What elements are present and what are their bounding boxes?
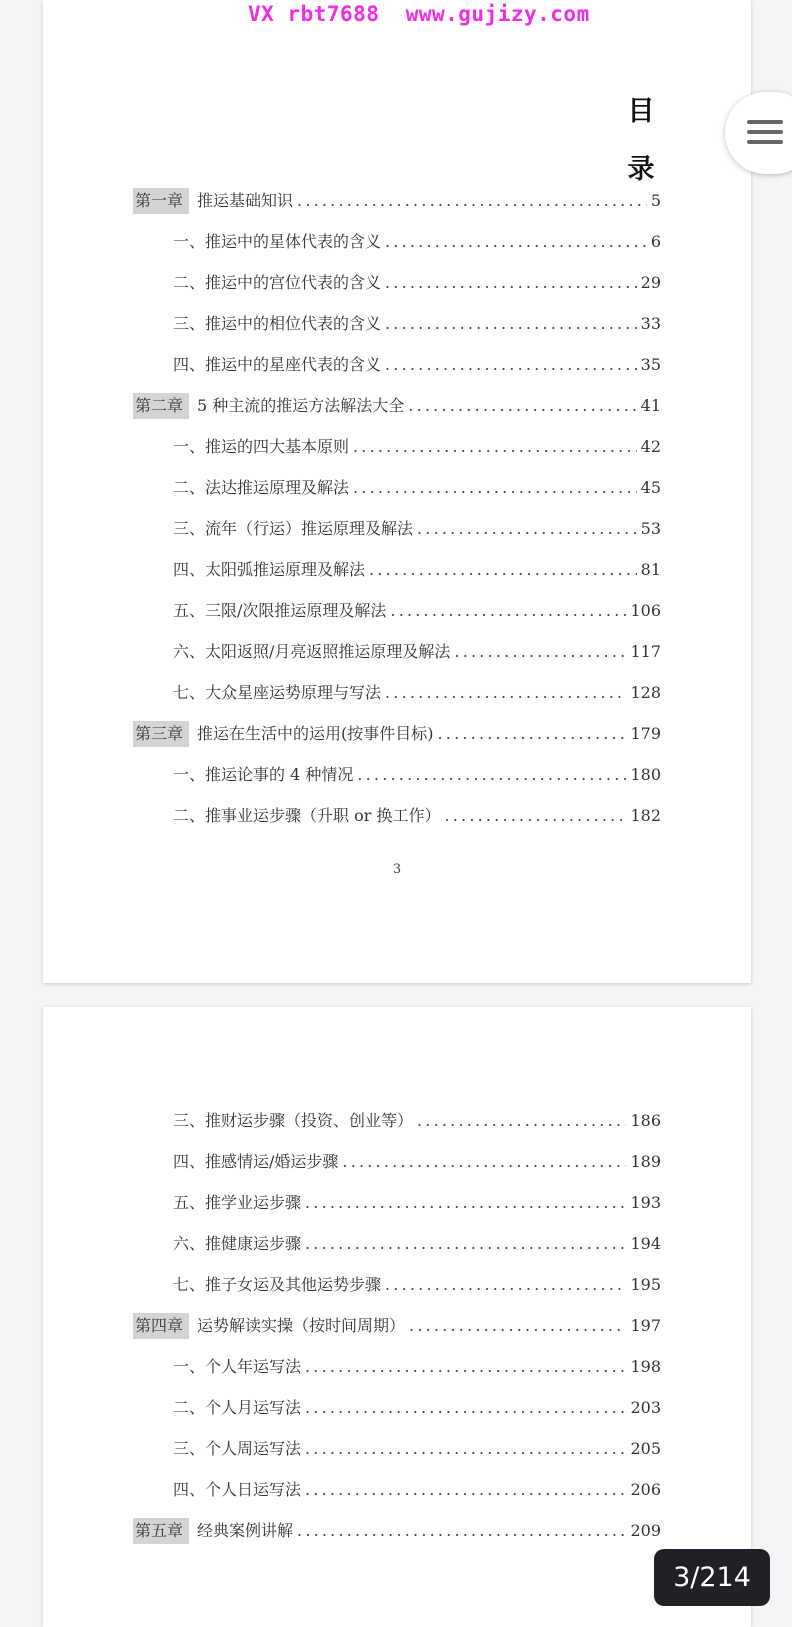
toc-entry-text: 七、推子女运及其他运势步骤 — [173, 1275, 382, 1294]
toc-entry-section[interactable] — [173, 352, 661, 378]
toc-page-number: 197 — [630, 1316, 661, 1335]
toc-entry-chapter[interactable] — [133, 1518, 661, 1544]
toc-entry-text: 经典案例讲解 — [197, 1521, 294, 1540]
toc-entry-text: 一、推运中的星体代表的含义 — [173, 232, 382, 251]
dot-leader — [438, 721, 627, 747]
toc-page-number: 179 — [630, 724, 661, 743]
toc-entry-text: 四、推运中的星座代表的含义 — [173, 355, 382, 374]
toc-page-number: 41 — [640, 396, 661, 415]
page-counter: 3/214 — [654, 1549, 770, 1606]
toc-page-number: 35 — [640, 355, 661, 374]
toc-entry-section[interactable] — [173, 270, 661, 296]
toc-entry-text: 三、个人周运写法 — [173, 1439, 302, 1458]
toc-page-number: 81 — [640, 560, 661, 579]
toc-entry-text: 二、推事业运步骤（升职 or 换工作） — [173, 806, 441, 825]
toc-entry-chapter[interactable] — [133, 393, 661, 419]
dot-leader — [385, 352, 637, 378]
toc-entry-text: 三、推运中的相位代表的含义 — [173, 314, 382, 333]
toc-entry-chapter[interactable] — [133, 721, 661, 747]
toc-page-number: 45 — [640, 478, 661, 497]
toc-entry-text: 六、推健康运步骤 — [173, 1234, 302, 1253]
toc-page-number: 194 — [630, 1234, 661, 1253]
toc-entry-section[interactable] — [173, 803, 661, 829]
toc-entry-text: 二、推运中的宫位代表的含义 — [173, 273, 382, 292]
toc-entry-section[interactable] — [173, 1272, 661, 1298]
toc-page-number: 198 — [630, 1357, 661, 1376]
toc-page-number: 193 — [630, 1193, 661, 1212]
dot-leader — [385, 1272, 626, 1298]
dot-leader — [297, 188, 647, 214]
chapter-label: 第三章 — [133, 721, 189, 747]
hamburger-menu-icon — [747, 118, 783, 148]
toc-page-number: 29 — [640, 273, 661, 292]
toc-page-number: 189 — [630, 1152, 661, 1171]
toc-entry-text: 五、推学业运步骤 — [173, 1193, 302, 1212]
toc-entry-text: 四、太阳弧推运原理及解法 — [173, 560, 366, 579]
toc-page-number: 106 — [630, 601, 661, 620]
toc-entry-section[interactable] — [173, 598, 661, 624]
toc-entry-section[interactable] — [173, 434, 661, 460]
toc-entry-text: 推运基础知识 — [197, 191, 294, 210]
dot-leader — [353, 434, 637, 460]
toc-entry-text: 一、推运的四大基本原则 — [173, 437, 350, 456]
toc-page-number: 5 — [650, 191, 661, 210]
toc-entry-section[interactable] — [173, 229, 661, 255]
toc-entry-section[interactable] — [173, 1231, 661, 1257]
chapter-label: 第五章 — [133, 1518, 189, 1544]
toc-entry-section[interactable] — [173, 1149, 661, 1175]
toc-entry-text: 5 种主流的推运方法解法大全 — [197, 396, 405, 415]
toc-page-number: 206 — [630, 1480, 661, 1499]
toc-entry-section[interactable] — [173, 516, 661, 542]
toc-page-number: 33 — [640, 314, 661, 333]
dot-leader — [353, 475, 637, 501]
toc-entry-section[interactable] — [173, 311, 661, 337]
toc-entry-section[interactable] — [173, 1395, 661, 1421]
dot-leader — [305, 1231, 626, 1257]
dot-leader — [385, 229, 647, 255]
toc-entry-section[interactable] — [173, 1190, 661, 1216]
dot-leader — [305, 1190, 626, 1216]
dot-leader — [385, 680, 626, 706]
toc-entry-section[interactable] — [173, 639, 661, 665]
toc-title — [621, 83, 661, 199]
page-footer-number: 3 — [392, 862, 402, 877]
toc-page-number: 182 — [630, 806, 661, 825]
document-page-3 — [43, 0, 751, 983]
toc-entry-chapter[interactable] — [133, 188, 661, 214]
dot-leader — [385, 311, 637, 337]
toc-entry-text: 七、大众星座运势原理与写法 — [173, 683, 382, 702]
toc-entry-text: 三、推财运步骤（投资、创业等） — [173, 1111, 414, 1130]
toc-entry-section[interactable] — [173, 1108, 661, 1134]
toc-page-number: 203 — [630, 1398, 661, 1417]
toc-page-number: 117 — [630, 642, 661, 661]
dot-leader — [454, 639, 626, 665]
dot-leader — [409, 1313, 626, 1339]
dot-leader — [417, 516, 637, 542]
toc-page-number: 195 — [630, 1275, 661, 1294]
chapter-label: 第一章 — [133, 188, 189, 214]
toc-entry-section[interactable] — [173, 1436, 661, 1462]
dot-leader — [305, 1477, 626, 1503]
toc-entry-text: 二、个人月运写法 — [173, 1398, 302, 1417]
dot-leader — [305, 1436, 626, 1462]
toc-entry-text: 四、个人日运写法 — [173, 1480, 302, 1499]
dot-leader — [357, 762, 626, 788]
toc-entry-section[interactable] — [173, 680, 661, 706]
toc-entry-text: 六、太阳返照/月亮返照推运原理及解法 — [173, 642, 451, 661]
toc-entry-section[interactable] — [173, 557, 661, 583]
watermark-text: VX rbt7688 www.gujizy.com — [248, 2, 590, 26]
toc-entry-section[interactable] — [173, 475, 661, 501]
toc-entry-text: 二、法达推运原理及解法 — [173, 478, 350, 497]
chapter-label: 第四章 — [133, 1313, 189, 1339]
dot-leader — [369, 557, 637, 583]
dot-leader — [342, 1149, 626, 1175]
dot-leader — [408, 393, 636, 419]
dot-leader — [297, 1518, 626, 1544]
toc-page-number: 42 — [640, 437, 661, 456]
toc-entry-text: 五、三限/次限推运原理及解法 — [173, 601, 387, 620]
toc-page-number: 53 — [640, 519, 661, 538]
toc-entry-text: 一、推运论事的 4 种情况 — [173, 765, 354, 784]
toc-entry-text: 运势解读实操（按时间周期） — [197, 1316, 406, 1335]
toc-page-number: 128 — [630, 683, 661, 702]
toc-entry-section[interactable] — [173, 1477, 661, 1503]
toc-entry-section[interactable] — [173, 1354, 661, 1380]
document-page-4 — [43, 1007, 751, 1627]
toc-entry-text: 推运在生活中的运用(按事件目标) — [197, 724, 434, 743]
dot-leader — [390, 598, 626, 624]
chapter-label: 第二章 — [133, 393, 189, 419]
toc-entry-section[interactable] — [173, 762, 661, 788]
dot-leader — [305, 1395, 626, 1421]
toc-title-char: 录 — [627, 154, 655, 185]
toc-entry-text: 一、个人年运写法 — [173, 1357, 302, 1376]
toc-page-number: 180 — [630, 765, 661, 784]
toc-entry-text: 三、流年（行运）推运原理及解法 — [173, 519, 414, 538]
toc-page-number: 205 — [630, 1439, 661, 1458]
dot-leader — [444, 803, 626, 829]
dot-leader — [417, 1108, 626, 1134]
dot-leader — [385, 270, 637, 296]
toc-page-number: 186 — [630, 1111, 661, 1130]
toc-page-number: 209 — [630, 1521, 661, 1540]
toc-page-number: 6 — [650, 232, 661, 251]
toc-entry-chapter[interactable] — [133, 1313, 661, 1339]
toc-title-char: 目 — [627, 96, 655, 127]
toc-entry-text: 四、推感情运/婚运步骤 — [173, 1152, 339, 1171]
dot-leader — [305, 1354, 626, 1380]
